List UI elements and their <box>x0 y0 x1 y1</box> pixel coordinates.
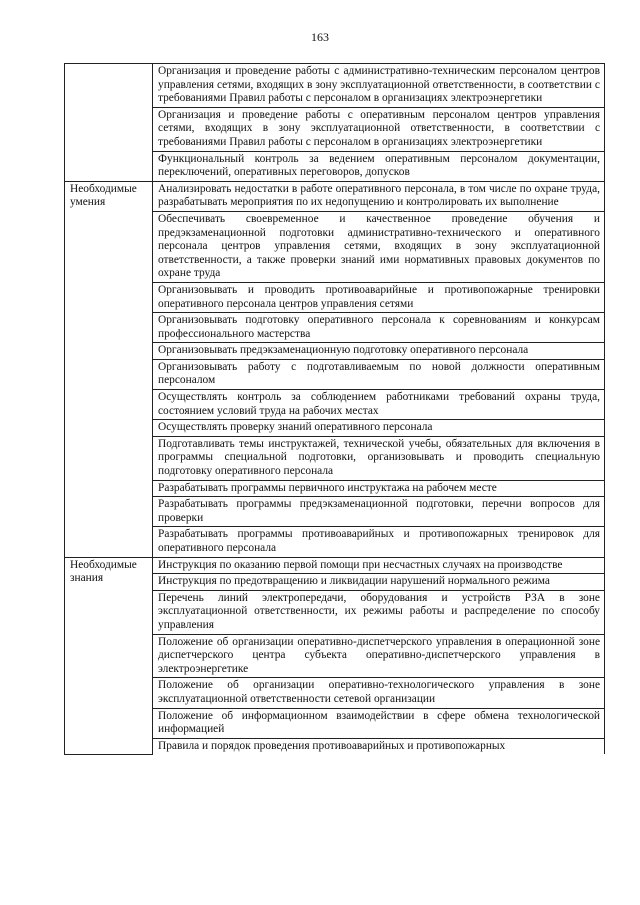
table-cell: Разрабатывать программы противоаварийных и противопожарных тренировок для оперативного персонала <box>153 527 605 557</box>
table-row <box>65 181 605 211</box>
table-cell: Организовывать предэкзаменационную подготовку оперативного персонала <box>153 343 605 360</box>
table-cell: Перечень линий электропередачи, оборудования и устройств РЗА в зоне эксплуатационной ответственности, их режимы работы и распределение по способу управления <box>153 590 605 634</box>
table-cell: Осуществлять проверку знаний оперативного персонала <box>153 420 605 437</box>
table-cell: Правила и порядок проведения противоаварийных и противопожарных <box>153 738 605 754</box>
table-cell: Разрабатывать программы предэкзаменационной подготовки, перечни вопросов для проверки <box>153 497 605 527</box>
table-cell: Разрабатывать программы первичного инструктажа на рабочем месте <box>153 480 605 497</box>
table-cell: Положение об организации оперативно-диспетчерского управления в операционной зоне диспетчерского центра субъекта оперативно-диспетчерского управления в электроэнергетике <box>153 634 605 678</box>
page-number: 163 <box>311 30 329 44</box>
row-label-empty <box>65 64 153 182</box>
requirements-table <box>64 63 605 755</box>
table-cell: Осуществлять контроль за соблюдением работниками требований охраны труда, состоянием условий труда на рабочих местах <box>153 390 605 420</box>
table-cell: Инструкция по предотвращению и ликвидации нарушений нормального режима <box>153 574 605 591</box>
row-label-knowledge: Необходимые знания <box>65 557 153 754</box>
table-cell: Инструкция по оказанию первой помощи при несчастных случаях на производстве <box>153 557 605 574</box>
table-row <box>65 557 605 574</box>
table-cell: Обеспечивать своевременное и качественное проведение обучения и предэкзаменационной подготовки административно-технического и оперативного персонала центров управления сетями, входящих в зону эксплуатационной ответственности, а также проверки знаний ими нормативных правовых документов по охране труда <box>153 211 605 282</box>
table-cell: Организовывать и проводить противоаварийные и противопожарные тренировки оперативного персонала центров управления сетями <box>153 282 605 312</box>
table-row <box>65 64 605 108</box>
table-cell: Организовывать работу с подготавливаемым по новой должности оперативным персоналом <box>153 359 605 389</box>
table-cell: Организация и проведение работы с административно-техническим персоналом центров управления сетями, входящих в зону эксплуатационной ответственности, в соответствии с требованиями Правил работы с персоналом в организациях электроэнергетики <box>153 64 605 108</box>
table-cell: Положение об информационном взаимодействии в сфере обмена технологической информацией <box>153 708 605 738</box>
table-cell: Организовывать подготовку оперативного персонала к соревнованиям и конкурсам профессионального мастерства <box>153 313 605 343</box>
row-label-skills: Необходимые умения <box>65 181 153 557</box>
table-cell: Организация и проведение работы с оперативным персоналом центров управления сетями, входящих в зону эксплуатационной ответственности, в соответствии с требованиями Правил работы с персоналом в организациях электроэнергетики <box>153 107 605 151</box>
table-cell: Подготавливать темы инструктажей, технической учебы, обязательных для включения в программы специальной подготовки, организовывать и проводить специальную подготовку оперативного персонала <box>153 436 605 480</box>
table-cell: Положение об организации оперативно-технологического управления в зоне эксплуатационной ответственности сетевой организации <box>153 678 605 708</box>
table-cell: Анализировать недостатки в работе оперативного персонала, в том числе по охране труда, разрабатывать мероприятия по их недопущению и контролировать их выполнение <box>153 181 605 211</box>
table-cell: Функциональный контроль за ведением оперативным персоналом документации, переключений, оперативных переговоров, допусков <box>153 151 605 181</box>
